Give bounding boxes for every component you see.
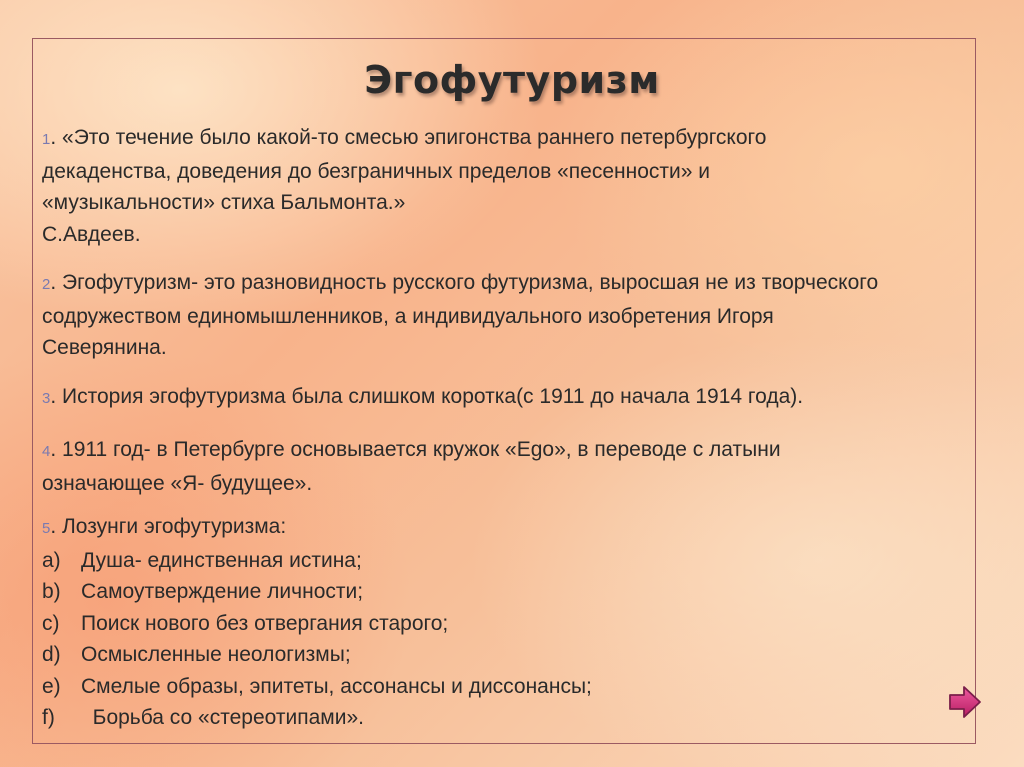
slogans-list [42,545,977,734]
item-number: 3 [42,389,51,407]
next-slide-button[interactable] [947,684,983,720]
item-line: «музыкальности» стиха Бальмонта.» [42,191,406,214]
list-marker: d) [42,643,61,666]
list-text: Поиск нового без отвергания старого; [81,611,449,635]
item-number: 1 [42,131,51,148]
list-marker: c) [42,611,60,635]
item-1 [42,122,977,250]
list-marker: f) [42,706,55,729]
item-number: 4 [42,443,51,460]
list-marker: a) [42,548,61,572]
item-number: 5 [42,520,51,537]
list-text: Смелые образы, эпитеты, ассонансы и диссонансы; [81,674,592,698]
list-text: Душа- единственная истина; [81,548,362,572]
item-line: . «Это течение было какой-то смесью эпигонства раннего петербургского [50,126,767,149]
item-line: С.Авдеев. [42,222,141,246]
item-line: . 1911 год- в Петербурге основывается кружок «Ego», в переводе с латыни [50,438,781,461]
list-text: Борьба со «стереотипами». [81,706,364,729]
item-4 [42,434,977,499]
list-text: Самоутверждение личности; [81,580,364,603]
list-marker: b) [42,580,61,603]
item-3 [42,381,977,415]
next-arrow-icon [947,684,983,720]
list-item [42,671,977,703]
list-item [42,702,977,734]
slide-title: Эгофутуризм [364,58,660,102]
list-item [42,576,977,608]
item-number: 2 [42,276,51,293]
item-2 [42,267,977,364]
item-line: . Лозунги эгофутуризма: [50,515,287,538]
list-marker: e) [42,674,61,698]
list-text: Осмысленные неологизмы; [81,643,351,666]
item-line: означающее «Я- будущее». [42,471,313,495]
item-line: содружеством единомышленников, а индивидуального изобретения Игоря [42,304,774,328]
item-line: . История эгофутуризма была слишком коротка(с 1911 до начала 1914 года). [50,384,804,408]
item-line: . Эгофутуризм- это разновидность русского футуризма, выросшая не из творческого [50,271,879,294]
list-item [42,545,977,577]
item-line: декаденства, доведения до безграничных пределов «песенности» и [42,159,710,183]
slide-content [42,122,977,734]
list-item [42,639,977,671]
item-line: Северянина. [42,336,167,359]
list-item [42,608,977,640]
item-5 [42,511,977,545]
